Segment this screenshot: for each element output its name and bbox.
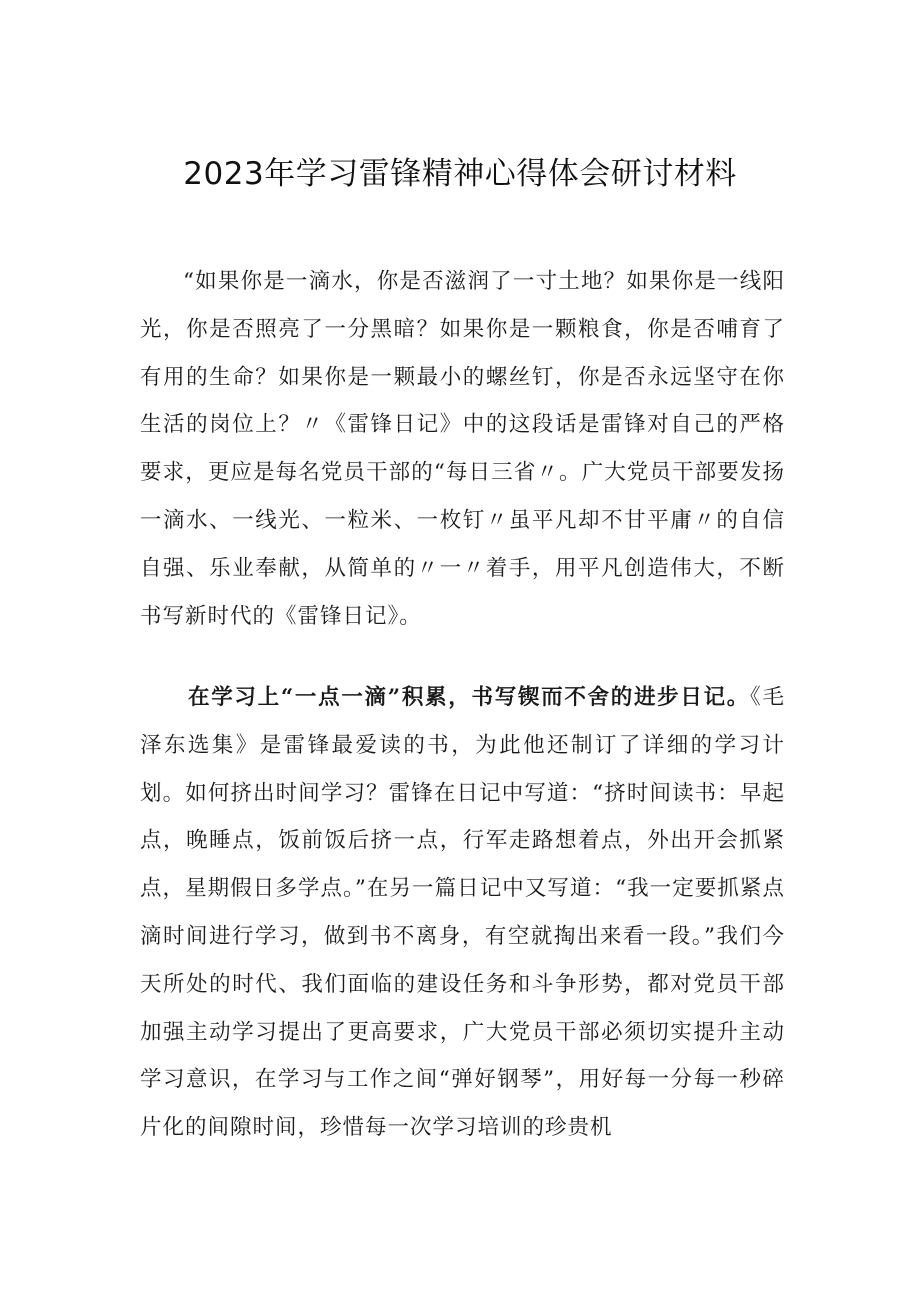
document-title: 2023年学习雷锋精神心得体会研讨材料 — [183, 156, 737, 192]
paragraph-intro: “如果你是一滴水，你是否滋润了一寸土地？如果你是一线阳光，你是否照亮了一分黑暗？如果你是一颗粮食，你是否哺育了有用的生命？如果你是一颗最小的螺丝钉，你是否永远坚守在你生活的岗位上？〃《雷锋日记》中的这段话是雷锋对自己的严格要求，更应是每名党员干部的“每日三省〃。广大党员干部要发扬一滴水、一线光、一粒米、一枚钉〃虽平凡却不甘平庸〃的自信自强、乐业奉献，从简单的〃一〃着手，用平凡创造伟大，不断书写新时代的《雷锋日记》。 — [140, 269, 785, 629]
paragraph-study-section — [140, 674, 785, 1152]
section-body: 《毛泽东选集》是雷锋最爱读的书，为此他还制订了详细的学习计划。如何挤出时间学习？雷锋在日记中写道：“挤时间读书：早起点，晚睡点，饭前饭后挤一点，行军走路想着点，外出开会抓紧点，星期假日多学点。”在另一篇日记中又写道：“我一定要抓紧点滴时间进行学习，做到书不离身，有空就掏出来看一段。”我们今天所处的时代、我们面临的建设任务和斗争形势，都对党员干部加强主动学习提出了更高要求，广大党员干部必须切实提升主动学习意识，在学习与工作之间“弹好钢琴”，用好每一分每一秒碎片化的间隙时间，珍惜每一次学习培训的珍贵机 — [140, 685, 785, 1141]
section-heading: 在学习上“一点一滴”积累，书写锲而不舍的进步日记。 — [188, 685, 751, 710]
